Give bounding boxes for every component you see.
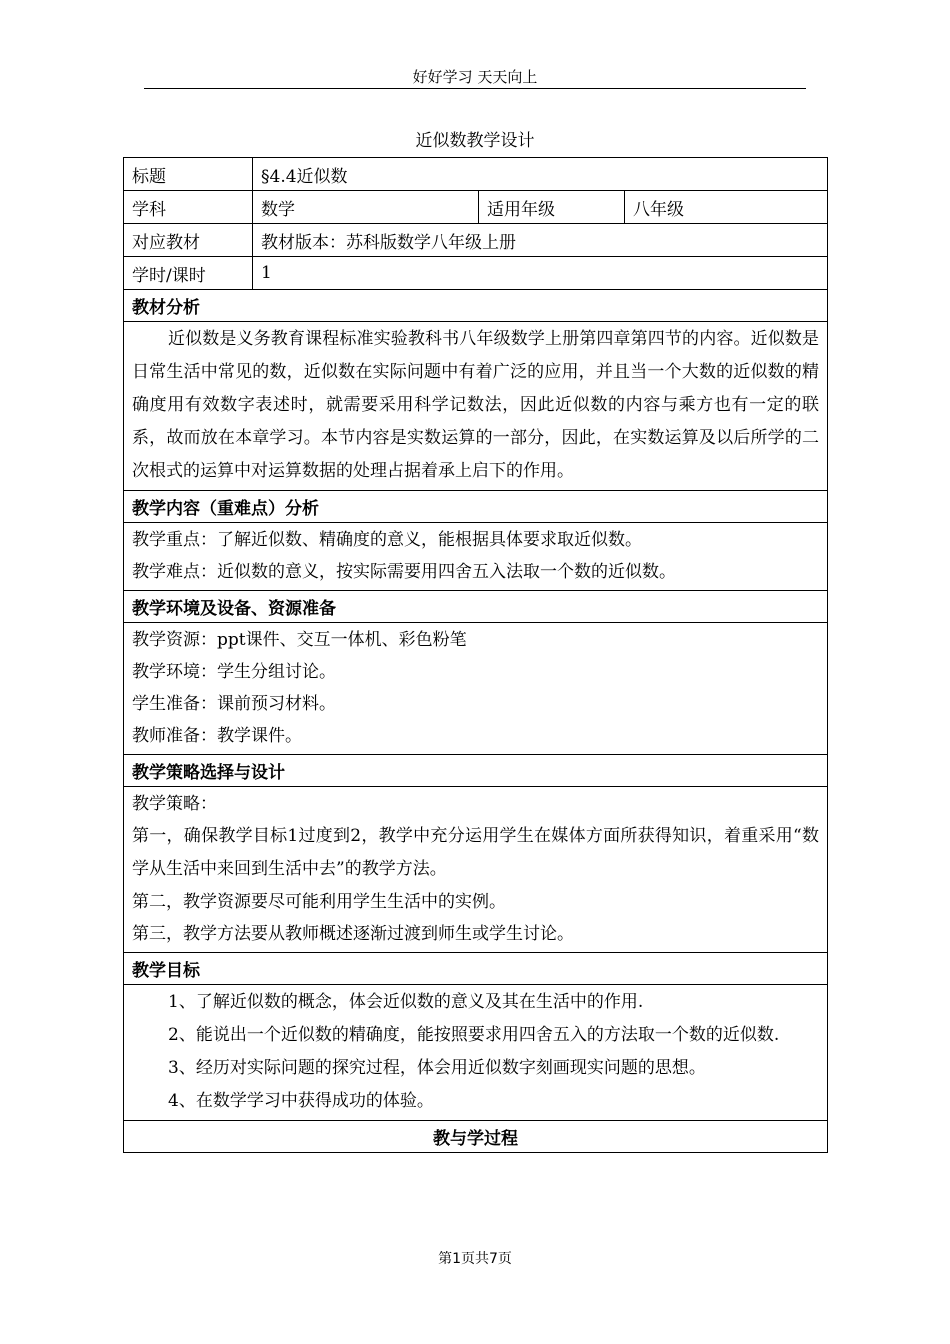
analysis-text: 近似数是义务教育课程标准实验教科书八年级数学上册第四章第四节的内容。近似数是日常生活中常见的数，近似数在实际问题中有着广泛的应用，并且当一个大数的近似数的精确度用有效数字表述时，就需要采用科学记数法，因此近似数的内容与乘方也有一定的联系，故而放在本章学习。本节内容是实数运算的一部分，因此，在实数运算及以后所学的二次根式的运算中对运算数据的处理占据着承上启下的作用。 (132, 329, 819, 481)
hours-label: 学时/课时 (132, 265, 206, 286)
process-heading: 教与学过程 (433, 1129, 518, 1149)
title-value: §4.4近似数 (252, 158, 827, 190)
strategy-point-1: 第一，确保教学目标1过度到2，教学中充分运用学生在媒体方面所获得知识，着重采用“数学从生活中来回到生活中去”的教学方法。 (132, 826, 819, 879)
analysis-body (124, 322, 827, 490)
lesson-plan-table (123, 157, 828, 1153)
goals-body-row (124, 984, 827, 1120)
goal-item: 3、经历对实际问题的探究过程，体会用近似数字刻画现实问题的思想。 (168, 1058, 706, 1078)
textbook-label: 对应教材 (132, 232, 200, 253)
header-rule (144, 88, 806, 89)
analysis-body-row (124, 321, 827, 490)
strategy-heading-row (124, 754, 827, 786)
analysis-heading: 教材分析 (132, 298, 200, 318)
grade-value: 八年级 (624, 191, 827, 223)
goals-heading-row (124, 952, 827, 984)
environment-line: 教学资源：ppt课件、交互一体机、彩色粉笔 (132, 630, 467, 650)
grade-label: 适用年级 (478, 191, 624, 223)
row-title (124, 158, 827, 190)
key-point: 教学重点：了解近似数、精确度的意义，能根据具体要求取近似数。 (132, 530, 642, 550)
environment-heading: 教学环境及设备、资源准备 (132, 599, 336, 619)
page-footer: 第1页共7页 (438, 1251, 512, 1267)
environment-body-row (124, 622, 827, 754)
strategy-body-row (124, 786, 827, 952)
textbook-value: 教材版本：苏科版数学八年级上册 (252, 224, 827, 256)
goal-item: 2、能说出一个近似数的精确度，能按照要求用四舍五入的方法取一个数的近似数. (168, 1025, 780, 1045)
goal-item: 4、在数学学习中获得成功的体验。 (168, 1091, 434, 1111)
analysis-heading-row (124, 289, 827, 321)
row-subject (124, 190, 827, 223)
content-body (124, 523, 827, 590)
environment-body (124, 623, 827, 754)
page-header: 好好学习 天天向上 (412, 68, 538, 86)
content-heading: 教学内容（重难点）分析 (132, 499, 319, 519)
environment-line: 教师准备：教学课件。 (132, 726, 302, 746)
goal-item: 1、了解近似数的概念，体会近似数的意义及其在生活中的作用. (168, 992, 644, 1012)
title-label: 标题 (132, 166, 166, 187)
subject-value: 数学 (252, 191, 478, 223)
strategy-intro: 教学策略： (132, 794, 217, 814)
strategy-point-2: 第二，教学资源要尽可能利用学生生活中的实例。 (132, 892, 506, 912)
environment-heading-row (124, 590, 827, 622)
difficult-point: 教学难点：近似数的意义，按实际需要用四舍五入法取一个数的近似数。 (132, 562, 676, 582)
subject-label: 学科 (132, 199, 166, 220)
row-textbook (124, 223, 827, 256)
strategy-point-3: 第三，教学方法要从教师概述逐渐过渡到师生或学生讨论。 (132, 924, 574, 944)
strategy-heading: 教学策略选择与设计 (132, 763, 285, 783)
content-body-row (124, 522, 827, 590)
content-heading-row (124, 490, 827, 522)
row-hours (124, 256, 827, 289)
goals-heading: 教学目标 (132, 961, 200, 981)
document-title: 近似数教学设计 (415, 131, 535, 151)
environment-line: 教学环境：学生分组讨论。 (132, 662, 336, 682)
process-heading-row (124, 1120, 827, 1152)
environment-line: 学生准备：课前预习材料。 (132, 694, 336, 714)
goals-body (124, 985, 827, 1120)
hours-value: 1 (252, 257, 827, 289)
strategy-body (124, 787, 827, 952)
